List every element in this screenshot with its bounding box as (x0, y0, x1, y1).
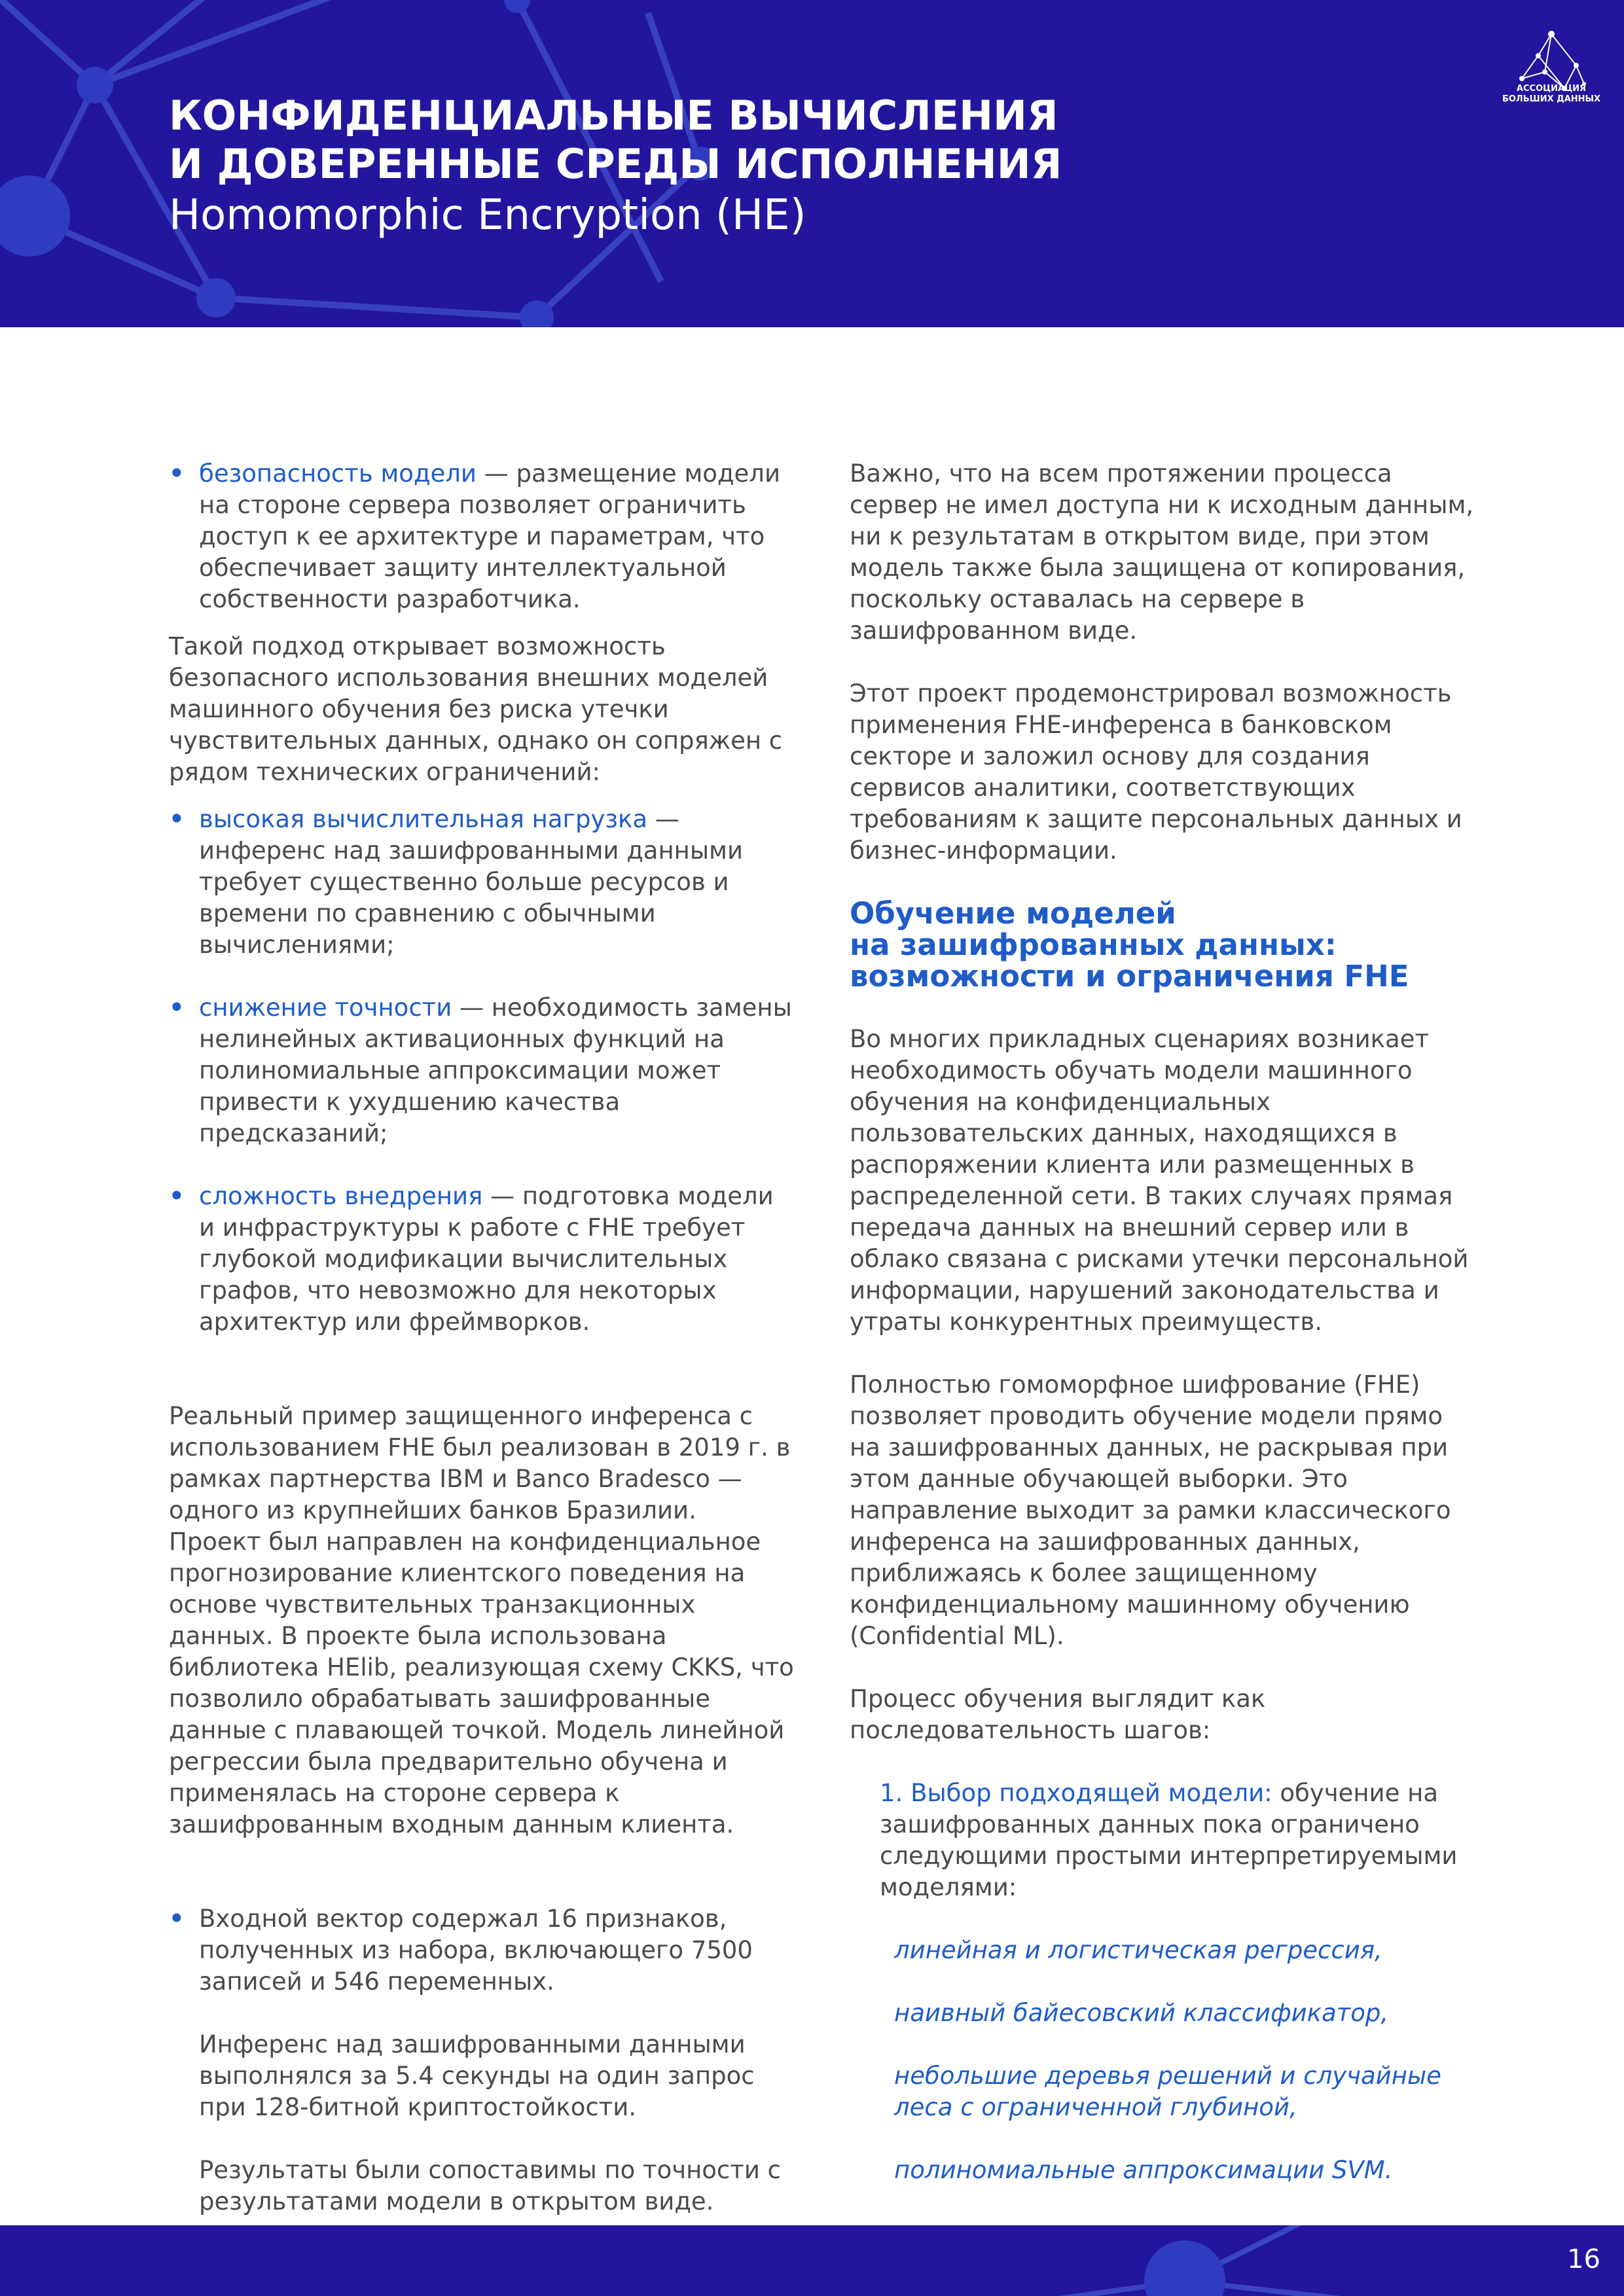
logo-caption (1499, 84, 1604, 105)
paragraph: Полностью гомоморфное шифрование (FHE) позволяет проводить обучение модели прямо на зашифрованных данных, не раскрывая при этом данные обучающей выборки. Это направление выходит за рамки классического инференса на зашифрованных данных, приближаясь к более защищенному конфиденциальному машинному обучению (Confidential ML). (850, 1371, 1451, 1650)
bullet-text: — размещение модели на стороне сервера позволяет ограничить доступ к ее архитектуре и параметрам, что обеспечивает защиту интеллектуальной собственности разработчика. (199, 459, 780, 613)
model-item: линейная и логистическая регрессия, (894, 1936, 1382, 1964)
network-decoration-icon (0, 2225, 1624, 2296)
paragraph: Важно, что на всем протяжении процесса сервер не имел доступа ни к исходным данным, ни к результатам в открытом виде, при этом модель также была защищена от копирования, поскольку оставалась на сервере в зашифрованном виде. (850, 459, 1474, 645)
step-text: обучение на зашифрованных данных пока ограничено следующими простыми интерпретируемыми моделями: (880, 1779, 1458, 1901)
model-item: полиномиальные аппроксимации SVM. (894, 2156, 1393, 2184)
heading-line: на зашифрованных данных: (850, 927, 1337, 962)
bullet-accuracy-loss (169, 992, 794, 1149)
bullet-implementation-complexity (169, 1181, 794, 1338)
bullet-text: — необходимость замены нелинейных активационных функций на полиномиальные аппроксимации может привести к ухудшению качества предсказаний; (199, 994, 792, 1147)
title-line-2: И ДОВЕРЕННЫЕ СРЕДЫ ИСПОЛНЕНИЯ (169, 140, 1062, 188)
bullet-term: сложность внедрения (199, 1182, 483, 1210)
left-column (169, 458, 794, 2217)
bullet-text: — подготовка модели и инфраструктуры к работе с FHE требует глубокой модификации вычислительных графов, что невозможно для некоторых архитектур или фреймворков. (199, 1182, 774, 1336)
paragraph: Этот проект продемонстрировал возможность применения FHE-инференса в банковском секторе и заложил основу для создания сервисов аналитики, соответствующих требованиям к защите персональных данных и бизнес-информации. (850, 679, 1462, 865)
bullet-results (169, 1903, 794, 2217)
bullet-model-security (169, 458, 794, 615)
logo-caption-line-2: БОЛЬШИХ ДАННЫХ (1502, 94, 1601, 104)
model-item: наивный байесовский классификатор, (894, 1999, 1389, 2027)
page-number: 16 (1567, 2244, 1600, 2274)
section-heading (850, 898, 1475, 992)
bullet-term: высокая вычислительная нагрузка (199, 805, 648, 833)
bullet-text: • Входной вектор содержал 16 признаков, полученных из набора, включающего 7500 записей и 546 переменных. (199, 1905, 753, 1996)
heading-line: возможности и ограничения FHE (850, 959, 1409, 994)
paragraph: Процесс обучения выглядит как последовательность шагов: (850, 1685, 1266, 1744)
right-column (850, 458, 1475, 2186)
page-title (169, 92, 1062, 188)
model-item: небольшие деревья решений и случайные леса с ограниченной глубиной, (894, 2062, 1441, 2121)
logo-caption-line-1: АССОЦИАЦИЯ (1516, 84, 1587, 94)
bullet-text: Результаты были сопоставимы по точности с результатами модели в открытом виде. (199, 2156, 781, 2215)
footer-banner (0, 2225, 1624, 2296)
title-line-1: КОНФИДЕНЦИАЛЬНЫЕ ВЫЧИСЛЕНИЯ (169, 92, 1058, 139)
paragraph: Такой подход открывает возможность безопасного использования внешних моделей машинного обучения без риска утечки чувствительных данных, однако он сопряжен с рядом технических ограничений: (169, 632, 783, 786)
bullet-computational-load (169, 804, 794, 961)
step-1 (850, 1778, 1475, 1903)
header-banner (0, 0, 1624, 327)
paragraph: Во многих прикладных сценариях возникает необходимость обучать модели машинного обучения на конфиденциальных пользовательских данных, находящихся в распоряжении клиента или размещенных в распределенной сети. В таких случаях прямая передача данных на внешний сервер или в облако связана с рисками утечки персональной информации, нарушений законодательства и утраты конкурентных преимуществ. (850, 1025, 1469, 1336)
bullet-text: Инференс над зашифрованными данными выполнялся за 5.4 секунды на один запрос при 128-битной криптостойкости. (199, 2030, 755, 2121)
heading-line: Обучение моделей (850, 896, 1176, 931)
bullet-term: безопасность модели (199, 459, 477, 488)
page-subtitle: Homomorphic Encryption (HE) (169, 191, 806, 240)
bullet-term: снижение точности (199, 994, 452, 1022)
bullet-text: — инференс над зашифрованными данными требует существенно больше ресурсов и времени по сравнению с обычными вычислениями; (199, 805, 744, 959)
step-term: 1. Выбор подходящей модели: (880, 1779, 1272, 1807)
paragraph-ibm-example: Реальный пример защищенного инференса с использованием FHE был реализован в 2019 г. в рамках партнерства IBM и Banco Bradesco — одного из крупнейших банков Бразилии. Проект был направлен на конфиденциальное прогнозирование клиентского поведения на основе чувствительных транзакционных данных. В проекте была использована библиотека HElib, реализующая схему CKKS, что позволило обрабатывать зашифрованные данные с плавающей точкой. Модель линейной регрессии была предварительно обучена и применялась на стороне сервера к зашифрованным входным данным клиента. (169, 1402, 794, 1839)
